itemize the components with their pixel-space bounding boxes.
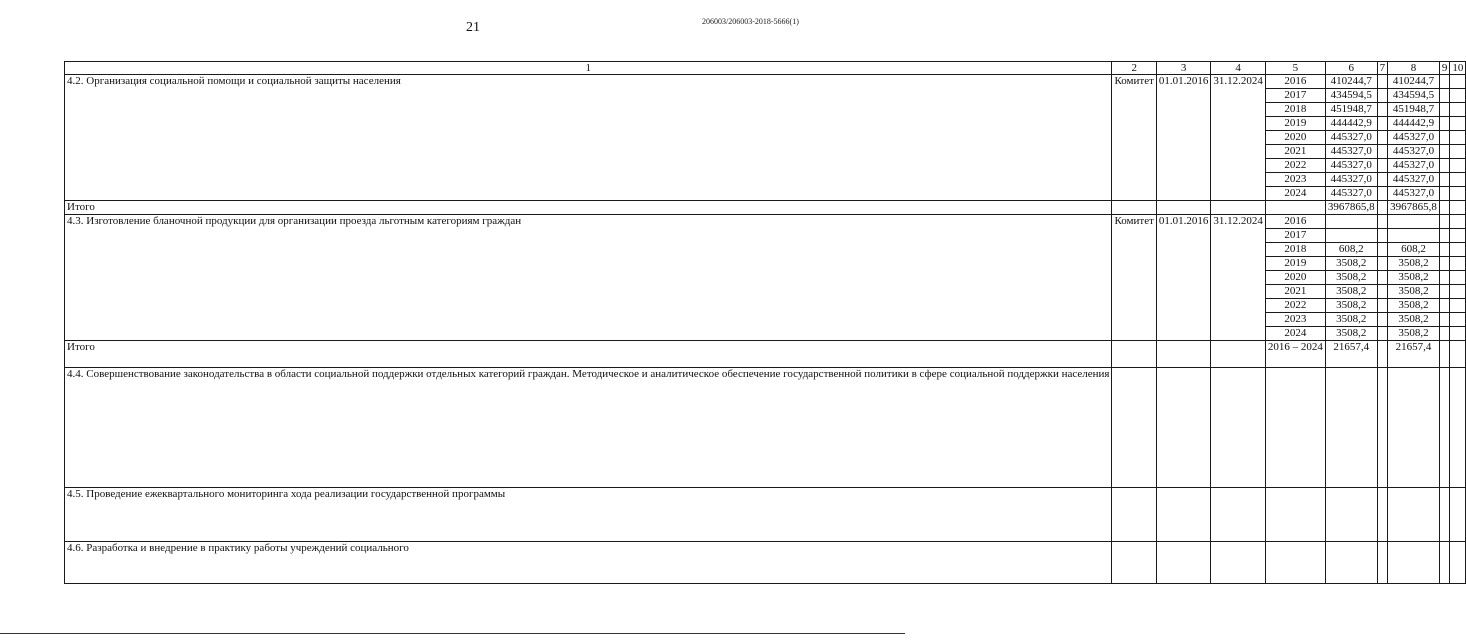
col-num-5: 5 — [1265, 62, 1325, 75]
amount-local — [1439, 159, 1450, 173]
amount-regional: 3508,2 — [1388, 285, 1440, 299]
col-num-2: 2 — [1112, 62, 1156, 75]
amount-federal — [1377, 271, 1388, 285]
amount-federal — [1377, 285, 1388, 299]
page-bottom-edge — [0, 633, 905, 634]
amount-other — [1450, 313, 1466, 327]
col-5-cell — [1265, 488, 1325, 542]
amount-total: 445327,0 — [1325, 187, 1377, 201]
total-amount: 21657,4 — [1325, 341, 1377, 368]
amount-local — [1439, 285, 1450, 299]
amount-local — [1439, 299, 1450, 313]
col-8-cell — [1388, 368, 1440, 488]
executor: Комитет — [1112, 215, 1156, 341]
amount-federal — [1377, 313, 1388, 327]
measure-title: 4.5. Проведение ежеквартального мониторинга хода реализации государственной программы — [65, 488, 1112, 542]
amount-total: 3508,2 — [1325, 257, 1377, 271]
col-3-cell — [1156, 368, 1211, 488]
amount-federal — [1377, 327, 1388, 341]
amount-total: 445327,0 — [1325, 145, 1377, 159]
amount-local — [1439, 313, 1450, 327]
amount-local — [1439, 271, 1450, 285]
page-number: 21 — [466, 20, 480, 35]
amount-regional: 3508,2 — [1388, 299, 1440, 313]
amount-other — [1450, 243, 1466, 257]
end-date: 31.12.2024 — [1211, 215, 1266, 341]
amount-other — [1450, 117, 1466, 131]
col-10-cell — [1450, 488, 1466, 542]
amount-other — [1450, 75, 1466, 89]
amount-total: 3508,2 — [1325, 285, 1377, 299]
amount-other — [1450, 145, 1466, 159]
col-3-cell — [1156, 542, 1211, 584]
amount-other — [1450, 187, 1466, 201]
col-4-cell — [1211, 542, 1266, 584]
col-4-cell — [1211, 368, 1266, 488]
total-end — [1211, 341, 1266, 368]
year-cell: 2020 — [1265, 131, 1325, 145]
total-federal — [1377, 341, 1388, 368]
amount-regional: 445327,0 — [1388, 145, 1440, 159]
amount-local — [1439, 327, 1450, 341]
col-8-cell — [1388, 488, 1440, 542]
amount-local — [1439, 117, 1450, 131]
amount-total: 410244,7 — [1325, 75, 1377, 89]
amount-total: 445327,0 — [1325, 173, 1377, 187]
year-cell: 2017 — [1265, 229, 1325, 243]
col-6-cell — [1325, 542, 1377, 584]
amount-regional: 3508,2 — [1388, 327, 1440, 341]
amount-other — [1450, 257, 1466, 271]
amount-total: 3508,2 — [1325, 271, 1377, 285]
col-4-cell — [1211, 488, 1266, 542]
amount-other — [1450, 215, 1466, 229]
amount-federal — [1377, 257, 1388, 271]
year-cell: 2016 — [1265, 75, 1325, 89]
amount-regional: 3508,2 — [1388, 313, 1440, 327]
total-start — [1156, 201, 1211, 215]
executor: Комитет — [1112, 75, 1156, 201]
table-body — [65, 62, 1466, 584]
year-cell: 2023 — [1265, 313, 1325, 327]
col-6-cell — [1325, 488, 1377, 542]
col-num-9: 9 — [1439, 62, 1450, 75]
amount-local — [1439, 103, 1450, 117]
total-local — [1439, 341, 1450, 368]
amount-total: 3508,2 — [1325, 299, 1377, 313]
year-cell: 2019 — [1265, 117, 1325, 131]
amount-federal — [1377, 187, 1388, 201]
col-num-6: 6 — [1325, 62, 1377, 75]
amount-local — [1439, 145, 1450, 159]
amount-other — [1450, 103, 1466, 117]
column-number-row — [65, 62, 1466, 75]
amount-federal — [1377, 229, 1388, 243]
amount-total: 445327,0 — [1325, 159, 1377, 173]
amount-other — [1450, 327, 1466, 341]
measure-title: 4.2. Организация социальной помощи и социальной защиты населения — [65, 75, 1112, 201]
col-num-1: 1 — [65, 62, 1112, 75]
col-2-cell — [1112, 488, 1156, 542]
amount-federal — [1377, 75, 1388, 89]
amount-total — [1325, 229, 1377, 243]
col-9-cell — [1439, 542, 1450, 584]
amount-other — [1450, 173, 1466, 187]
amount-local — [1439, 243, 1450, 257]
start-date: 01.01.2016 — [1156, 75, 1211, 201]
col-5-cell — [1265, 368, 1325, 488]
amount-federal — [1377, 173, 1388, 187]
table-row — [65, 215, 1466, 229]
col-3-cell — [1156, 488, 1211, 542]
col-10-cell — [1450, 542, 1466, 584]
col-8-cell — [1388, 542, 1440, 584]
amount-local — [1439, 89, 1450, 103]
amount-other — [1450, 89, 1466, 103]
amount-total: 445327,0 — [1325, 131, 1377, 145]
total-executor — [1112, 201, 1156, 215]
amount-total: 608,2 — [1325, 243, 1377, 257]
amount-regional: 3508,2 — [1388, 257, 1440, 271]
total-row — [65, 341, 1466, 368]
col-num-7: 7 — [1377, 62, 1388, 75]
measure-row — [65, 488, 1466, 542]
amount-total: 434594,5 — [1325, 89, 1377, 103]
amount-other — [1450, 299, 1466, 313]
amount-federal — [1377, 159, 1388, 173]
amount-regional: 445327,0 — [1388, 173, 1440, 187]
total-local — [1439, 201, 1450, 215]
col-num-8: 8 — [1388, 62, 1440, 75]
col-9-cell — [1439, 488, 1450, 542]
amount-regional: 445327,0 — [1388, 131, 1440, 145]
amount-local — [1439, 75, 1450, 89]
total-period — [1265, 201, 1325, 215]
measure-row — [65, 542, 1466, 584]
amount-federal — [1377, 131, 1388, 145]
amount-federal — [1377, 117, 1388, 131]
total-executor — [1112, 341, 1156, 368]
total-label: Итого — [65, 201, 1112, 215]
measure-title: 4.6. Разработка и внедрение в практику работы учреждений социального — [65, 542, 1112, 584]
col-5-cell — [1265, 542, 1325, 584]
col-7-cell — [1377, 368, 1388, 488]
measure-title: 4.3. Изготовление бланочной продукции для организации проезда льготным категориям граждан — [65, 215, 1112, 341]
amount-local — [1439, 229, 1450, 243]
year-cell: 2016 — [1265, 215, 1325, 229]
amount-local — [1439, 257, 1450, 271]
amount-other — [1450, 271, 1466, 285]
col-9-cell — [1439, 368, 1450, 488]
total-regional: 3967865,8 — [1388, 201, 1440, 215]
end-date: 31.12.2024 — [1211, 75, 1266, 201]
total-other — [1450, 201, 1466, 215]
amount-federal — [1377, 215, 1388, 229]
col-2-cell — [1112, 368, 1156, 488]
amount-local — [1439, 173, 1450, 187]
amount-local — [1439, 215, 1450, 229]
amount-regional: 444442,9 — [1388, 117, 1440, 131]
col-10-cell — [1450, 368, 1466, 488]
year-cell: 2022 — [1265, 299, 1325, 313]
year-cell: 2018 — [1265, 103, 1325, 117]
total-regional: 21657,4 — [1388, 341, 1440, 368]
total-amount: 3967865,8 — [1325, 201, 1377, 215]
amount-other — [1450, 131, 1466, 145]
year-cell: 2024 — [1265, 327, 1325, 341]
total-end — [1211, 201, 1266, 215]
amount-local — [1439, 187, 1450, 201]
total-start — [1156, 341, 1211, 368]
amount-total: 451948,7 — [1325, 103, 1377, 117]
col-num-3: 3 — [1156, 62, 1211, 75]
amount-local — [1439, 131, 1450, 145]
amount-federal — [1377, 299, 1388, 313]
year-cell: 2021 — [1265, 285, 1325, 299]
measure-row — [65, 368, 1466, 488]
total-row — [65, 201, 1466, 215]
col-6-cell — [1325, 368, 1377, 488]
year-cell: 2020 — [1265, 271, 1325, 285]
col-7-cell — [1377, 488, 1388, 542]
amount-total: 3508,2 — [1325, 313, 1377, 327]
amount-other — [1450, 285, 1466, 299]
year-cell: 2024 — [1265, 187, 1325, 201]
amount-regional: 451948,7 — [1388, 103, 1440, 117]
program-table — [64, 61, 1466, 584]
start-date: 01.01.2016 — [1156, 215, 1211, 341]
amount-other — [1450, 159, 1466, 173]
year-cell: 2019 — [1265, 257, 1325, 271]
amount-total: 3508,2 — [1325, 327, 1377, 341]
table-row — [65, 75, 1466, 89]
col-2-cell — [1112, 542, 1156, 584]
amount-regional — [1388, 229, 1440, 243]
amount-regional: 445327,0 — [1388, 187, 1440, 201]
col-7-cell — [1377, 542, 1388, 584]
year-cell: 2023 — [1265, 173, 1325, 187]
amount-total — [1325, 215, 1377, 229]
document-code: 206003/206003-2018-5666(1) — [702, 17, 799, 26]
amount-regional: 445327,0 — [1388, 159, 1440, 173]
amount-regional: 608,2 — [1388, 243, 1440, 257]
amount-federal — [1377, 89, 1388, 103]
amount-federal — [1377, 243, 1388, 257]
amount-regional: 410244,7 — [1388, 75, 1440, 89]
amount-total: 444442,9 — [1325, 117, 1377, 131]
year-cell: 2017 — [1265, 89, 1325, 103]
amount-regional — [1388, 215, 1440, 229]
total-period: 2016 – 2024 — [1265, 341, 1325, 368]
year-cell: 2022 — [1265, 159, 1325, 173]
total-label: Итого — [65, 341, 1112, 368]
col-num-4: 4 — [1211, 62, 1266, 75]
amount-other — [1450, 229, 1466, 243]
year-cell: 2018 — [1265, 243, 1325, 257]
amount-regional: 434594,5 — [1388, 89, 1440, 103]
col-num-10: 10 — [1450, 62, 1466, 75]
amount-regional: 3508,2 — [1388, 271, 1440, 285]
measure-title: 4.4. Совершенствование законодательства в области социальной поддержки отдельных категорий граждан. Методическое и аналитическое обеспечение государственной политики в сфере социальной поддержки населения — [65, 368, 1112, 488]
amount-federal — [1377, 145, 1388, 159]
year-cell: 2021 — [1265, 145, 1325, 159]
total-other — [1450, 341, 1466, 368]
total-federal — [1377, 201, 1388, 215]
amount-federal — [1377, 103, 1388, 117]
